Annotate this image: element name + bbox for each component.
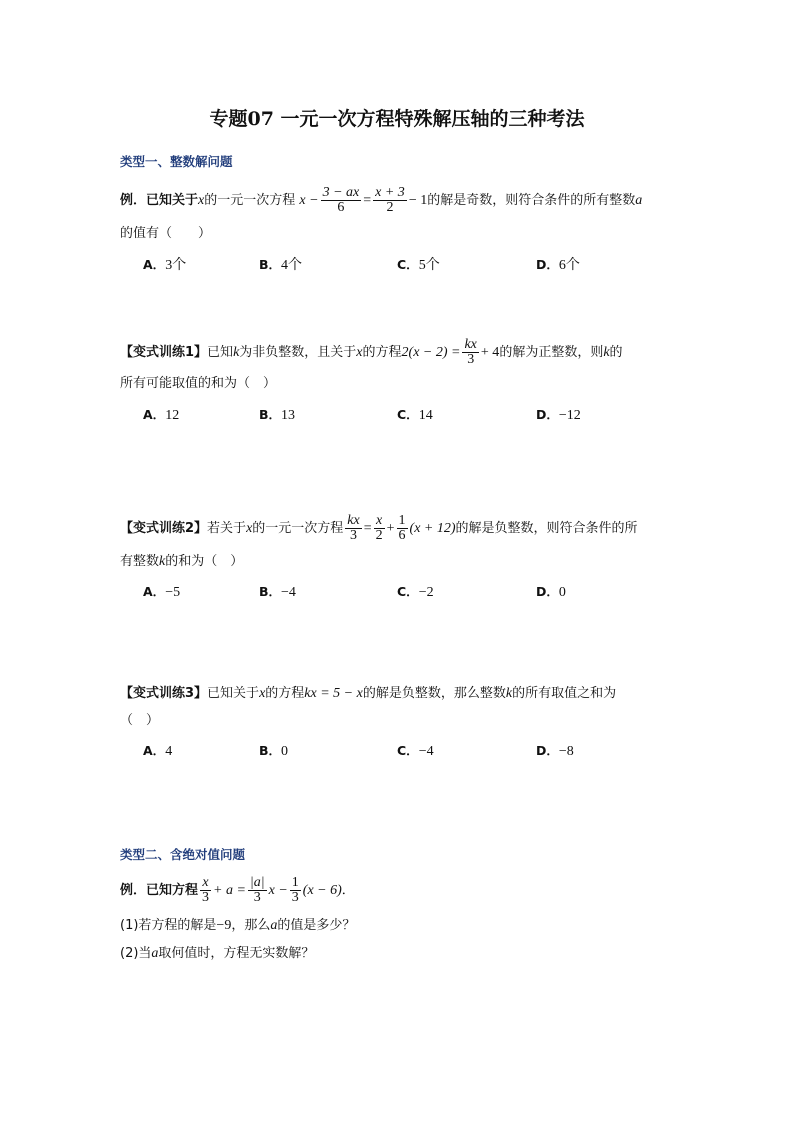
value: −9 (216, 918, 232, 933)
example1-prefix: 例．已知关于 (120, 193, 199, 208)
question3-line2: （ ） (120, 713, 160, 728)
fraction (373, 186, 407, 215)
option-d[interactable] (536, 254, 580, 274)
option-c[interactable] (397, 405, 433, 424)
fraction-denominator: 2 (375, 528, 383, 543)
equation-part: (x − 6) (302, 883, 342, 898)
text: (1)若方程的解是 (120, 918, 217, 933)
var-x: x (198, 193, 205, 208)
var-x: x (259, 686, 266, 701)
text: ，那么 (231, 918, 271, 933)
fraction-numerator: 1 (398, 513, 406, 528)
equation-part: 2(x − 2) = (401, 345, 461, 360)
option-c[interactable] (397, 254, 440, 274)
question-tag: 【变式训练2】 (120, 521, 208, 536)
fraction-numerator: x (374, 514, 385, 529)
equals-sign: = (363, 521, 372, 536)
fraction-denominator: 3 (467, 352, 475, 367)
option-letter: D． (536, 407, 559, 422)
var-x: x (246, 521, 253, 536)
option-value: 5个 (418, 258, 440, 273)
fraction (290, 876, 301, 905)
text: 的和为（ ） (165, 554, 244, 569)
option-letter: B． (259, 743, 282, 758)
fraction (248, 876, 267, 905)
option-value: 12 (165, 408, 180, 423)
example1-stem (120, 186, 642, 215)
option-letter: C． (397, 407, 419, 422)
question3-stem (120, 684, 616, 704)
option-d[interactable] (536, 405, 581, 424)
var-k: k (233, 345, 240, 360)
example2-part2 (120, 944, 314, 964)
option-b[interactable] (259, 741, 288, 760)
text: (2)当 (120, 946, 152, 961)
option-letter: C． (397, 257, 419, 272)
option-b[interactable] (259, 254, 302, 274)
option-d[interactable] (536, 582, 566, 601)
option-b[interactable] (259, 582, 296, 601)
option-value: 0 (558, 585, 566, 600)
option-value: −5 (165, 585, 181, 600)
equation-part: x − (299, 193, 319, 208)
text: 的方程 (265, 686, 305, 701)
fraction-numerator: 3 − ax (322, 185, 360, 200)
option-a[interactable] (143, 254, 186, 274)
option-letter: D． (536, 584, 559, 599)
option-letter: B． (259, 257, 282, 272)
text: 的一元一次方程 (204, 193, 296, 208)
option-a[interactable] (143, 741, 172, 760)
option-letter: C． (397, 584, 419, 599)
text: 的值是多少？ (277, 918, 356, 933)
fraction-numerator: kx (464, 337, 477, 352)
option-value: −2 (418, 585, 434, 600)
var-x: x (356, 345, 363, 360)
option-value: 4 (165, 744, 173, 759)
example2-part1 (120, 916, 355, 936)
option-value: −8 (558, 744, 574, 759)
option-value: 0 (281, 744, 289, 759)
fraction-denominator: 3 (202, 890, 210, 905)
text: 为非负整数，且关于 (239, 345, 357, 360)
var-a: a (635, 193, 643, 208)
equation-part: + a = (213, 883, 246, 898)
var-k: k (159, 554, 166, 569)
option-value: 4个 (281, 258, 303, 273)
option-letter: B． (259, 407, 282, 422)
option-letter: C． (397, 743, 419, 758)
question-tag: 【变式训练3】 (120, 686, 208, 701)
fraction-numerator: kx (347, 513, 360, 528)
fraction-denominator: 3 (350, 528, 358, 543)
option-value: −4 (281, 585, 296, 600)
fraction-denominator: 6 (337, 200, 345, 215)
plus-sign: + (386, 521, 395, 536)
section-heading-type2: 类型二、含绝对值问题 (120, 847, 246, 862)
option-value: 6个 (558, 258, 580, 273)
text: 已知关于 (207, 686, 260, 701)
text: 的解是奇数，则符合条件的所有整数 (427, 193, 636, 208)
option-value: −4 (418, 744, 434, 759)
text: 的解为正整数，则 (499, 345, 604, 360)
example1-line2: 的值有（ ） (120, 226, 212, 241)
fraction-numerator: |a| (249, 875, 265, 890)
example2-prefix: 例．已知方程 (120, 883, 199, 898)
equation-part: − 1 (408, 193, 428, 208)
fraction-denominator: 3 (253, 890, 261, 905)
text: 的一元一次方程 (252, 521, 344, 536)
option-a[interactable] (143, 405, 179, 424)
text: 取何值时，方程无实数解？ (158, 946, 315, 961)
option-letter: D． (536, 743, 559, 758)
example2-stem (120, 876, 355, 905)
text: 的 (609, 345, 623, 360)
text: 的解是负整数，则符合条件的所 (455, 521, 638, 536)
fraction-numerator: 1 (291, 875, 299, 890)
var-k: k (603, 345, 610, 360)
text: 的所有取值之和为 (512, 686, 617, 701)
var-a: a (270, 918, 278, 933)
fraction-numerator: x + 3 (375, 185, 405, 200)
page-title: 专题07 一元一次方程特殊解压轴的三种考法 (209, 108, 585, 130)
option-c[interactable] (397, 741, 434, 760)
question1-line2: 所有可能取值的和为（ ） (120, 376, 277, 391)
option-letter: A． (143, 257, 166, 272)
var-k: k (505, 686, 513, 701)
question2-line2 (120, 552, 243, 572)
fraction (321, 186, 362, 215)
text: 已知 (207, 345, 234, 360)
text: 的方程 (362, 345, 402, 360)
fraction (200, 876, 211, 905)
option-letter: D． (536, 257, 559, 272)
section-heading-type1: 类型一、整数解问题 (120, 154, 233, 169)
fraction-denominator: 2 (386, 200, 394, 215)
option-letter: A． (143, 584, 166, 599)
text: 有整数 (120, 554, 160, 569)
option-letter: A． (143, 743, 166, 758)
option-value: 3个 (165, 258, 187, 273)
equals-sign: = (363, 193, 372, 208)
question1-stem (120, 338, 623, 367)
var-a: a (151, 946, 159, 961)
option-d[interactable] (536, 741, 574, 760)
fraction-denominator: 6 (398, 528, 406, 543)
fraction (462, 338, 478, 367)
option-value: 14 (418, 408, 433, 423)
fraction (374, 514, 385, 543)
text: ． (341, 883, 355, 898)
fraction (345, 514, 361, 543)
option-value: 13 (281, 408, 296, 423)
text: 若关于 (207, 521, 247, 536)
fraction-numerator: x (200, 876, 211, 891)
equation-part: + 4 (480, 345, 500, 360)
option-letter: A． (143, 407, 166, 422)
option-letter: B． (259, 584, 282, 599)
fraction (397, 514, 408, 543)
option-b[interactable] (259, 405, 295, 424)
text: 的解是负整数，那么整数 (362, 686, 506, 701)
option-value: −12 (558, 408, 581, 423)
fraction-denominator: 3 (291, 890, 299, 905)
option-a[interactable] (143, 582, 180, 601)
question2-stem (120, 514, 638, 543)
equation-part: x − (268, 883, 288, 898)
equation-part: (x + 12) (409, 521, 456, 536)
option-c[interactable] (397, 582, 434, 601)
equation: kx = 5 − x (304, 686, 363, 701)
question-tag: 【变式训练1】 (120, 345, 208, 360)
